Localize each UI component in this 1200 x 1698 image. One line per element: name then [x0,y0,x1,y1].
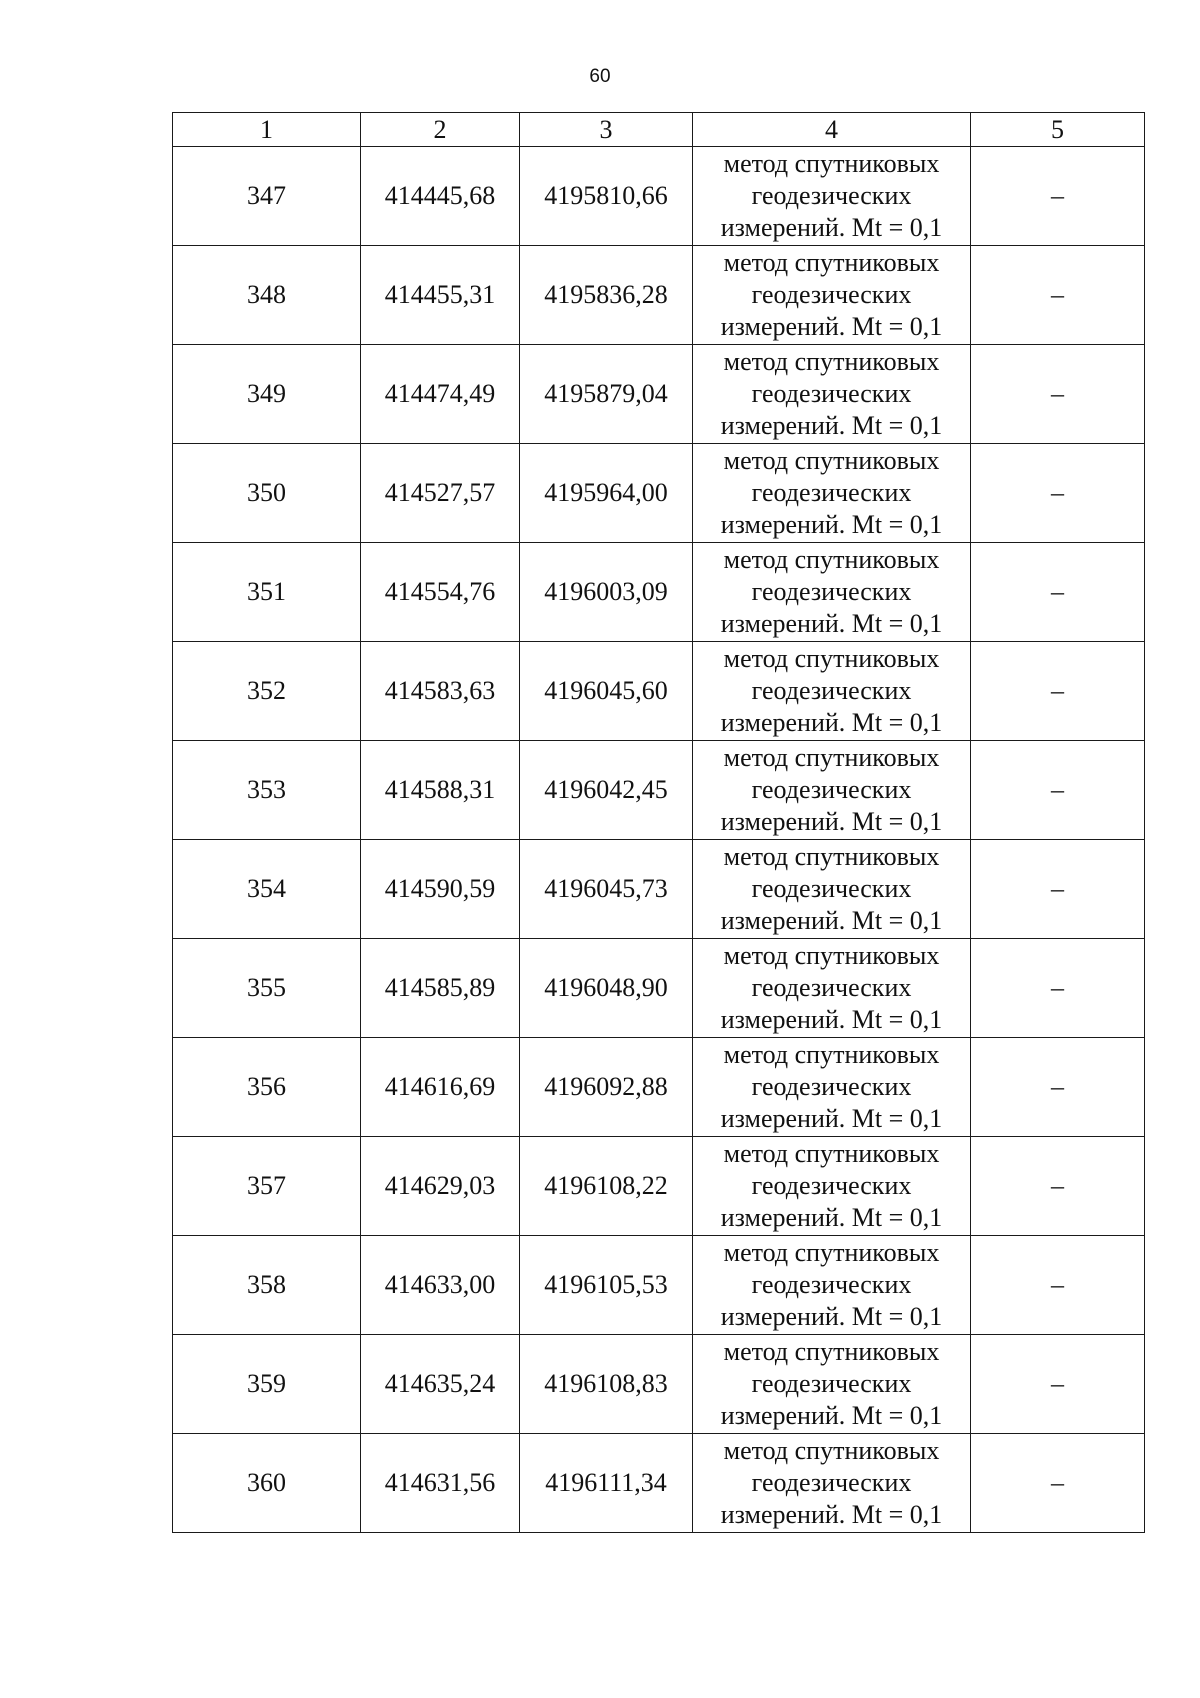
method-line: метод спутниковых [723,941,940,970]
y-coordinate-cell: 4196045,60 [520,642,693,741]
y-coordinate-cell: 4196048,90 [520,939,693,1038]
header-cell-3: 3 [520,113,693,147]
point-number-cell: 352 [173,642,361,741]
method-cell [693,444,971,543]
method-line: измерений. Mt = 0,1 [720,1203,943,1232]
method-cell [693,1335,971,1434]
point-number-cell: 349 [173,345,361,444]
method-line: геодезических [751,775,912,804]
note-cell: – [971,444,1145,543]
note-cell: – [971,1236,1145,1335]
x-coordinate-cell: 414616,69 [361,1038,520,1137]
note-cell: – [971,1038,1145,1137]
point-number-cell: 350 [173,444,361,543]
point-number-cell: 354 [173,840,361,939]
method-line: геодезических [751,379,912,408]
method-line: геодезических [751,1171,912,1200]
method-cell [693,939,971,1038]
table-row [173,444,1145,543]
table-row [173,1236,1145,1335]
point-number-cell: 351 [173,543,361,642]
x-coordinate-cell: 414585,89 [361,939,520,1038]
x-coordinate-cell: 414554,76 [361,543,520,642]
point-number-cell: 355 [173,939,361,1038]
point-number-cell: 360 [173,1434,361,1533]
method-line: измерений. Mt = 0,1 [720,807,943,836]
x-coordinate-cell: 414583,63 [361,642,520,741]
table-row [173,1137,1145,1236]
x-coordinate-cell: 414631,56 [361,1434,520,1533]
coordinates-table [172,112,1145,1533]
header-row [173,113,1145,147]
table-row [173,1434,1145,1533]
y-coordinate-cell: 4196111,34 [520,1434,693,1533]
x-coordinate-cell: 414455,31 [361,246,520,345]
table-row [173,840,1145,939]
method-line: метод спутниковых [723,446,940,475]
note-cell: – [971,642,1145,741]
method-line: метод спутниковых [723,842,940,871]
header-cell-5: 5 [971,113,1145,147]
point-number-cell: 348 [173,246,361,345]
method-cell [693,543,971,642]
method-cell [693,246,971,345]
method-line: измерений. Mt = 0,1 [720,213,943,242]
page-number: 60 [589,66,611,87]
header-cell-1: 1 [173,113,361,147]
table-row [173,1038,1145,1137]
y-coordinate-cell: 4195810,66 [520,147,693,246]
x-coordinate-cell: 414635,24 [361,1335,520,1434]
method-cell [693,741,971,840]
method-line: геодезических [751,280,912,309]
table-row [173,147,1145,246]
method-cell [693,642,971,741]
method-line: геодезических [751,478,912,507]
method-line: измерений. Mt = 0,1 [720,1104,943,1133]
table-row [173,543,1145,642]
y-coordinate-cell: 4195964,00 [520,444,693,543]
point-number-cell: 356 [173,1038,361,1137]
method-cell [693,840,971,939]
method-line: метод спутниковых [723,149,940,178]
method-cell [693,1038,971,1137]
method-line: метод спутниковых [723,347,940,376]
x-coordinate-cell: 414445,68 [361,147,520,246]
table-row [173,642,1145,741]
y-coordinate-cell: 4195879,04 [520,345,693,444]
table-body [173,147,1145,1533]
method-line: метод спутниковых [723,1436,940,1465]
method-line: измерений. Mt = 0,1 [720,708,943,737]
note-cell: – [971,246,1145,345]
table-row [173,1335,1145,1434]
method-line: метод спутниковых [723,248,940,277]
method-line: геодезических [751,1270,912,1299]
x-coordinate-cell: 414633,00 [361,1236,520,1335]
method-line: измерений. Mt = 0,1 [720,1500,943,1529]
y-coordinate-cell: 4196108,22 [520,1137,693,1236]
table-row [173,246,1145,345]
point-number-cell: 358 [173,1236,361,1335]
table-row [173,345,1145,444]
method-line: метод спутниковых [723,644,940,673]
x-coordinate-cell: 414629,03 [361,1137,520,1236]
method-line: геодезических [751,1468,912,1497]
method-line: метод спутниковых [723,1337,940,1366]
method-line: измерений. Mt = 0,1 [720,312,943,341]
method-line: геодезических [751,577,912,606]
method-line: геодезических [751,874,912,903]
method-line: метод спутниковых [723,743,940,772]
method-line: геодезических [751,1072,912,1101]
y-coordinate-cell: 4196092,88 [520,1038,693,1137]
method-line: геодезических [751,676,912,705]
method-line: метод спутниковых [723,1040,940,1069]
point-number-cell: 347 [173,147,361,246]
x-coordinate-cell: 414474,49 [361,345,520,444]
x-coordinate-cell: 414590,59 [361,840,520,939]
note-cell: – [971,345,1145,444]
y-coordinate-cell: 4195836,28 [520,246,693,345]
note-cell: – [971,840,1145,939]
x-coordinate-cell: 414527,57 [361,444,520,543]
method-cell [693,1236,971,1335]
method-line: измерений. Mt = 0,1 [720,411,943,440]
note-cell: – [971,939,1145,1038]
method-line: метод спутниковых [723,545,940,574]
note-cell: – [971,741,1145,840]
y-coordinate-cell: 4196108,83 [520,1335,693,1434]
method-line: измерений. Mt = 0,1 [720,1302,943,1331]
method-line: геодезических [751,973,912,1002]
method-line: измерений. Mt = 0,1 [720,510,943,539]
y-coordinate-cell: 4196045,73 [520,840,693,939]
note-cell: – [971,1434,1145,1533]
table-row [173,741,1145,840]
header-cell-4: 4 [693,113,971,147]
point-number-cell: 359 [173,1335,361,1434]
method-line: метод спутниковых [723,1139,940,1168]
method-line: геодезических [751,181,912,210]
x-coordinate-cell: 414588,31 [361,741,520,840]
header-cell-2: 2 [361,113,520,147]
y-coordinate-cell: 4196105,53 [520,1236,693,1335]
y-coordinate-cell: 4196042,45 [520,741,693,840]
point-number-cell: 353 [173,741,361,840]
method-line: измерений. Mt = 0,1 [720,1005,943,1034]
method-line: измерений. Mt = 0,1 [720,906,943,935]
y-coordinate-cell: 4196003,09 [520,543,693,642]
note-cell: – [971,1137,1145,1236]
method-cell [693,1434,971,1533]
table-row [173,939,1145,1038]
method-line: измерений. Mt = 0,1 [720,609,943,638]
method-line: геодезических [751,1369,912,1398]
method-line: метод спутниковых [723,1238,940,1267]
table-header [173,113,1145,147]
note-cell: – [971,543,1145,642]
method-cell [693,147,971,246]
note-cell: – [971,1335,1145,1434]
point-number-cell: 357 [173,1137,361,1236]
method-cell [693,345,971,444]
note-cell: – [971,147,1145,246]
method-line: измерений. Mt = 0,1 [720,1401,943,1430]
method-cell [693,1137,971,1236]
